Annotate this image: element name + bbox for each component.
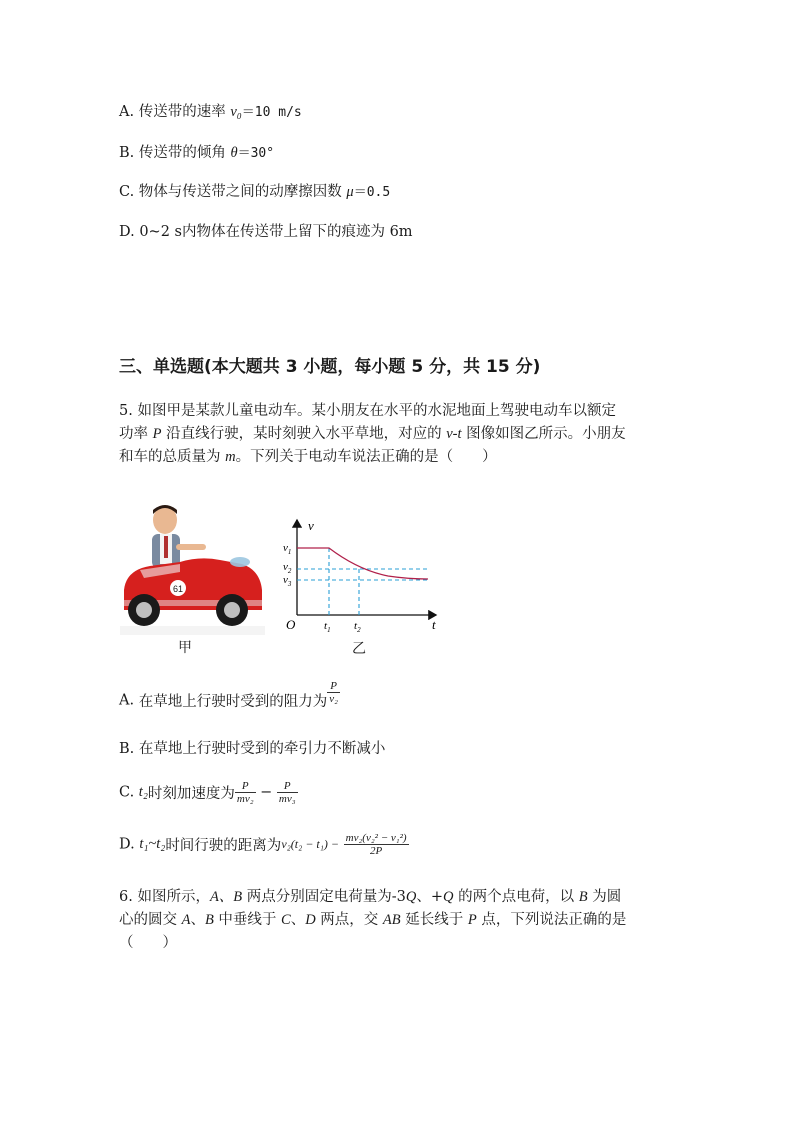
option-text: 传送带的速率 — [138, 104, 231, 120]
question-6-stem — [119, 886, 679, 955]
q5-option-d: D. t₁~t₂时间行驶的距离为v₂(t₂ − t₁) − $\frac{\text{mv₂(v₂² − v₁²)}}{2P}$ — [119, 832, 407, 857]
option-letter: D. — [119, 224, 135, 240]
option-letter: A. — [119, 104, 135, 120]
velocity-curve — [297, 548, 428, 579]
v1-label: $v_1$ — [283, 542, 292, 556]
option-math: v₀ — [230, 104, 242, 120]
q5-line-3: 和车的总质量为 m。下列关于电动车说法正确的是（ ） — [119, 449, 497, 465]
q5-option-c: C. t₂时刻加速度为 $\frac{P}{\text{mv₂}}$ − $\frac{P}{\text{mv₃}}$ — [119, 780, 296, 805]
figure-label-yi: 乙 — [352, 641, 366, 657]
q5-line-1: 5. 如图甲是某款儿童电动车。某小朋友在水平的水泥地面上驾驶电动车以额定 — [119, 403, 616, 419]
option-d — [119, 220, 413, 241]
option-text: 传送带的倾角 — [138, 145, 231, 161]
option-b — [119, 141, 274, 162]
q5-line-2: 功率 P 沿直线行驶，某时刻驶入水平草地，对应的 v-t 图像如图乙所示。小朋友 — [119, 426, 626, 442]
q6-line-1: 6. 如图所示，A、B 两点分别固定电荷量为-3Q、+Q 的两个点电荷，以 B 为圆 — [119, 889, 622, 905]
option-rest: ＝10 m/s — [241, 105, 302, 120]
option-c — [119, 180, 390, 201]
svg-text:61: 61 — [173, 584, 184, 594]
v2-label: $v_2$ — [283, 561, 292, 575]
origin-label: O — [286, 617, 296, 632]
figure-label-jia: 甲 — [178, 640, 192, 656]
option-math: θ — [230, 145, 238, 161]
section-heading: 三、单选题(本大题共 3 小题，每小题 5 分，共 15 分) — [119, 357, 541, 377]
question-5-stem — [119, 400, 679, 469]
option-text: 0~2 s内物体在传送带上留下的痕迹为 6m — [139, 224, 413, 240]
q5-option-a: A. 在草地上行驶时受到的阻力为 $\frac{P}{\text{v₂}}$ — [119, 680, 338, 710]
q6-line-2: 心的圆交 A、B 中垂线于 C、D 两点，交 AB 延长线于 P 点，下列说法正确的是 — [119, 912, 627, 928]
q6-line-3: （ ） — [119, 935, 177, 951]
vt-graph — [278, 512, 448, 637]
v3-label: $v_3$ — [283, 574, 292, 588]
q5-option-b: B. 在草地上行驶时受到的牵引力不断减小 — [119, 741, 386, 757]
t2-label: $t_2$ — [354, 620, 361, 634]
option-text: 物体与传送带之间的动摩擦因数 — [138, 184, 347, 200]
x-axis-label: t — [432, 617, 436, 632]
option-letter: B. — [119, 145, 135, 161]
option-rest: ＝30° — [237, 146, 275, 161]
option-rest: ＝0.5 — [353, 185, 391, 200]
option-letter: C. — [119, 184, 135, 200]
option-a — [119, 100, 302, 121]
t1-label: $t_1$ — [324, 620, 331, 634]
y-axis-label: v — [308, 518, 314, 533]
child-car-photo — [120, 500, 265, 635]
option-math: μ — [346, 184, 354, 200]
